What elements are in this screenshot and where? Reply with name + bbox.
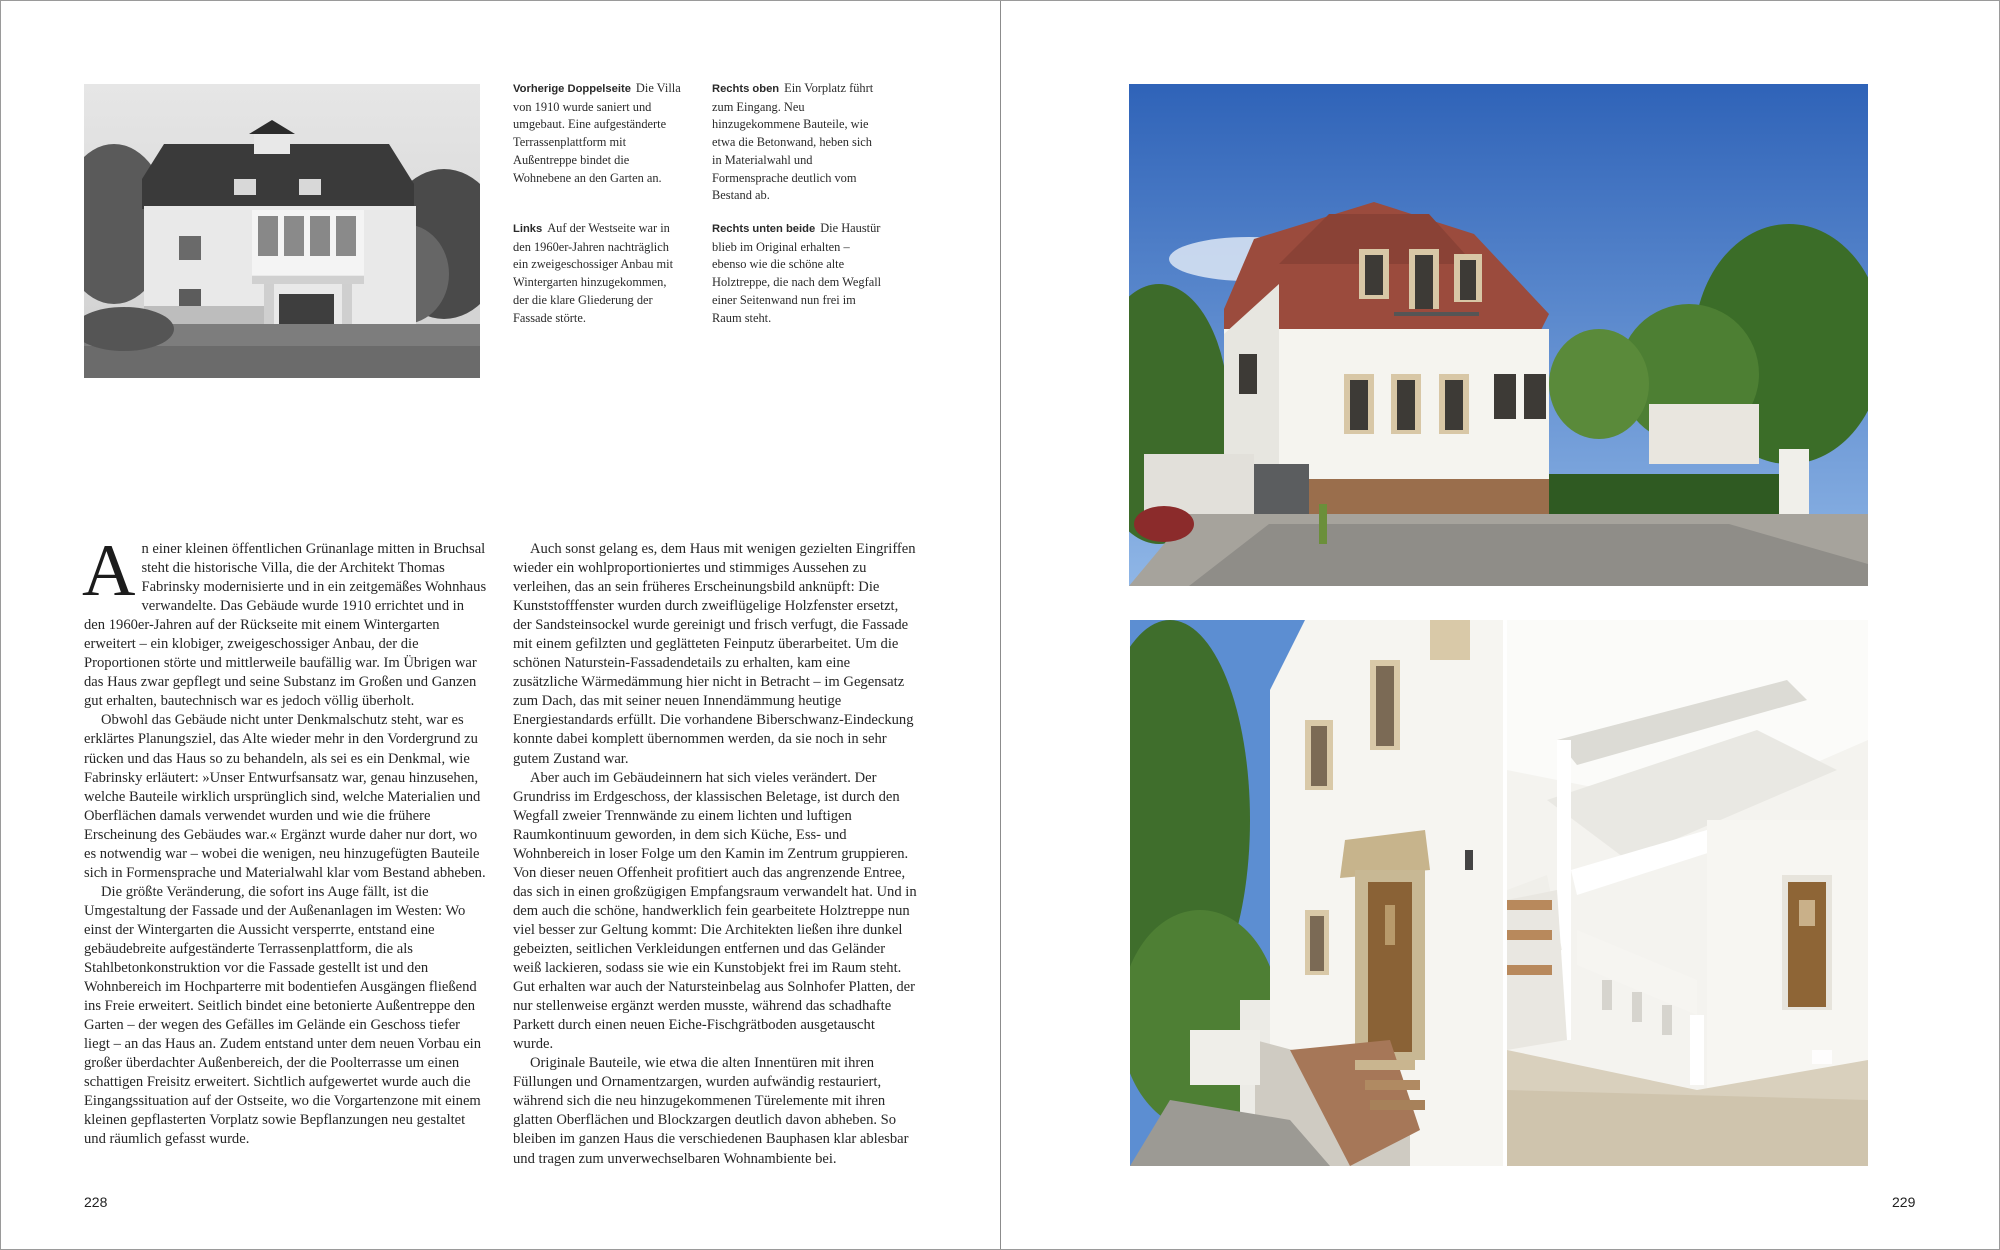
caption-right-bottom: Rechts unten beide Die Haustür blieb im Original erhalten – ebenso wie die schöne alte Holztreppe, die nach dem Wegfall einer Seitenwand nun frei im Raum steht. xyxy=(712,221,882,325)
body-text-column-1: An einer kleinen öffentlichen Grünanlage mitten in Bruchsal steht die historische Villa, die der Architekt Thomas Fabrinsky modernisierte und in ein zeitgemäßes Wohnhaus verwandelte. Das Gebäude wurde 1910 errichtet und in den 1960er-Jahren auf der Rückseite mit einem Wintergarten erweitert – ein klobiger, zweigeschossiger Anbau, der die Proportionen störte und mittlerweile baufällig war. Im Übrigen war das Haus zwar gepflegt und seine Substanz im Großen und Ganzen gut erhalten, bautechnisch war es jedoch völlig überholt. Obwohl das Gebäude nicht unter Denkmalschutz steht, war es erklärtes Planungsziel, das Alte wieder mehr in den Vordergrund zu rücken und das Haus so zu behandeln, als sei es ein Denkmal, wie Fabrinsky erläutert: »Unser Entwurfsansatz war, genau hinzusehen, welche Bauteile wirklich ursprünglich sind, welche Materialien und Oberflächen damals verwendet wurden und wie die frühere Erscheinung des Gebäudes war.« Ergänzt wurde daher nur dort, wo es notwendig war – wobei die wenigen, neu hinzugefügten Bauteile sich in Formensprache und Materialwahl klar vom Bestand abheben. Die größte Veränderung, die sofort ins Auge fällt, ist die Umgestaltung der Fassade und der Außenanlagen im Westen: Wo einst der Wintergarten die Aussicht versperrte, entstand eine gebäudebreite aufgeständerte Terrassenplattform, die als Stahlbetonkonstruktion vor die Fassade gestellt ist und den Wohnbereich im Hochparterre mit bodentiefen Ausgängen fließend ins Freie erweitert. Seitlich bindet eine betonierte Außentreppe den Garten – der wegen des Gefälles im Gelände ein Geschoss tiefer liegt – an das Haus an. Zudem entstand unter dem neuen Vorbau ein großer überdachter Außenbereich, der die Poolterrasse um einen schattigen Freisitz erweitert. Sichtlich aufgewertet wurde auch die Eingangssituation auf der Ostseite, wo die Vorgartenzone mit einem kleinen gepflasterten Vorplatz sowie Bepflanzungen neu gestaltet und räumlich gefasst wurde. xyxy=(82,530,487,1148)
photo-villa-exterior-forecourt xyxy=(1129,84,1868,586)
caption-right-top: Rechts oben Ein Vorplatz führt zum Eingang. Neu hinzugekommene Bauteile, wie etwa die Betonwand, heben sich in Materialwahl und Formensprache deutlich vom Bestand ab. xyxy=(712,81,874,203)
body-text-column-2: Auch sonst gelang es, dem Haus mit wenigen gezielten Eingriffen wieder ein wohlproportioniertes und stimmiges Aussehen zu verleihen, das an sein früheres Erscheinungsbild anknüpft: Die Kunststofffenster wurden durch zweiflügelige Holzfenster ersetzt, der Sandsteinsockel wurde gereinigt und frisch verfugt, die Fassade mit einem gefilzten und geglätteten Feinputz überarbeitet. Um die schönen Naturstein-Fassadendetails zu erhalten, kam eine zusätzliche Wärmedämmung hier nicht in Betracht – im Gegensatz zum Dach, das mit seiner neuen Innendämmung heutige Energiestandards erfüllt. Die vorhandene Biberschwanz-Eindeckung konnte dabei komplett übernommen werden, da sie noch in sehr gutem Zustand war. Aber auch im Gebäudeinnern hat sich vieles verändert. Der Grundriss im Erdgeschoss, der klassischen Beletage, ist durch den Wegfall zweier Trennwände zu einem lichten und luftigen Raumkontinuum geworden, in dem sich Küche, Ess- und Wohnbereich in loser Folge um den Kamin im Zentrum gruppieren. Von dieser neuen Offenheit profitiert auch das angrenzende Entree, das sich in einen großzügigen Empfangsraum verwandelt hat. Und in dem auch die schöne, handwerklich fein gearbeitete Holztreppe nun viel besser zur Geltung kommt: Die Architekten ließen ihre dunkel gebeizten, seitlichen Verkleidungen entfernen und das Geländer weiß lackieren, sodass sie wie ein Kunstobjekt frei im Raum steht. Gut erhalten war auch der Natursteinbelag aus Solnhofer Platten, der nur stellenweise ergänzt werden musste, während das schadhafte Parkett durch einen neuen Eiche-Fischgrätboden ausgetauscht wurde. Originale Bauteile, wie etwa die alten Innentüren mit ihren Füllungen und Ornamentzargen, wurden aufwändig restauriert, während sich die neu hinzugekommenen Türelemente mit ihren glatten Oberflächen und Blockzargen deutlich davon abheben. So bleiben im ganzen Haus die verschiedenen Bauphasen klar ablesbar und tragen zum unverwechselbaren Wohnambiente bei. xyxy=(513,541,917,1167)
caption-left: Links Auf der Westseite war in den 1960er-Jahren nachträglich ein zweigeschossiger Anbau mit Wintergarten hinzugekommen, der die klare Gliederung der Fassade störte. xyxy=(513,221,674,325)
photo-staircase-interior xyxy=(1507,620,1868,1166)
photo-entrance-door-exterior xyxy=(1130,620,1503,1166)
page-number-right: 229 xyxy=(1892,1194,1916,1210)
caption-previous-spread: Vorherige Doppelseite Die Villa von 1910 wurde saniert und umgebaut. Eine aufgeständerte Terrassenplattform mit Außentreppe bindet die Wohnebene an den Garten an. xyxy=(513,81,681,185)
page-gutter xyxy=(1000,1,1001,1249)
photo-villa-before-bw xyxy=(84,84,480,378)
drop-cap: A xyxy=(82,530,136,612)
page-number-left: 228 xyxy=(84,1194,108,1210)
